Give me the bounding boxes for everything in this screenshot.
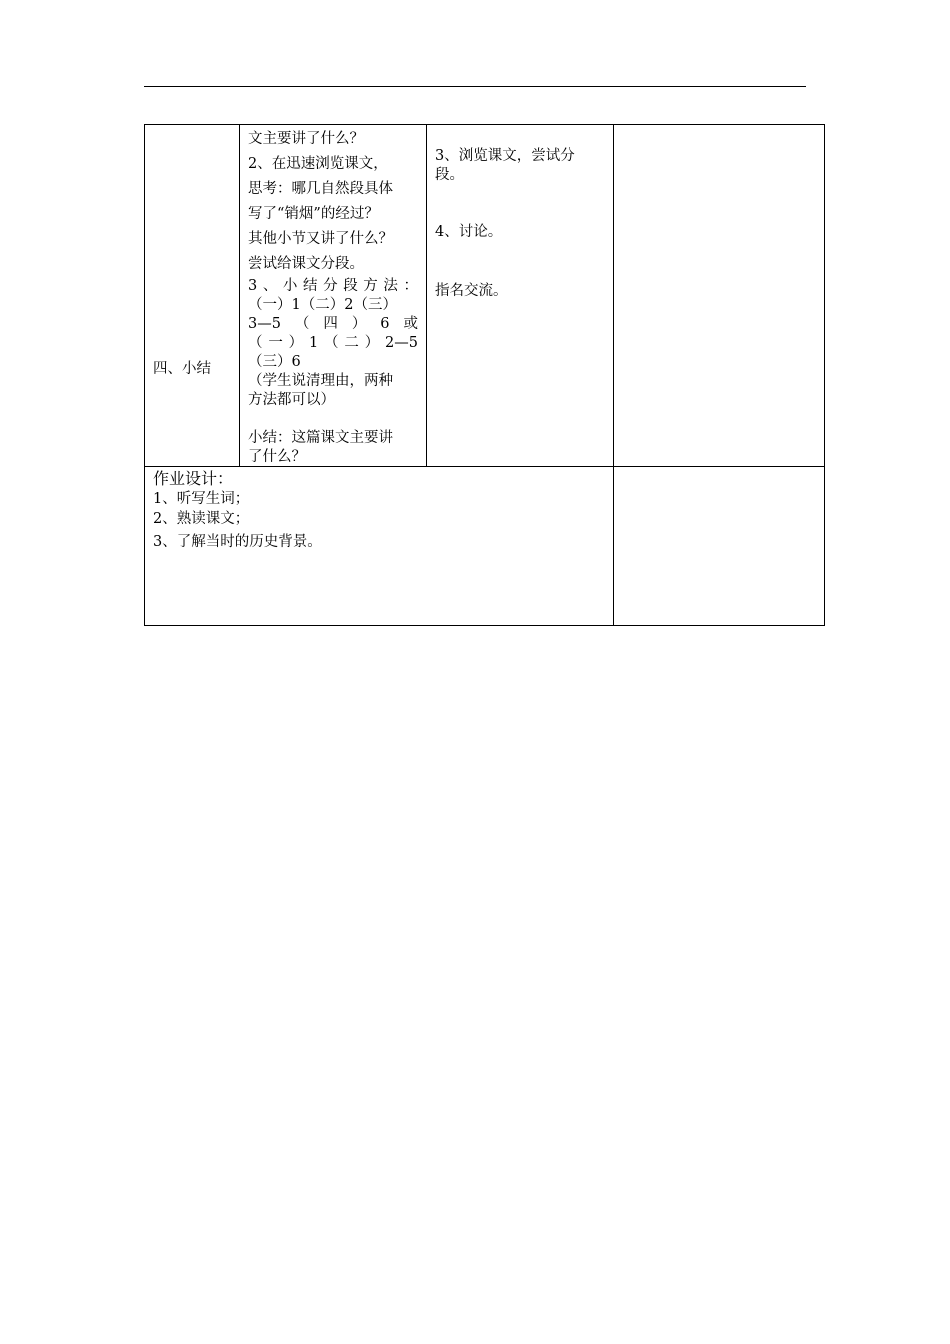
student-line: 段。 [435,167,464,183]
student-line: 4、讨论。 [435,224,503,240]
method-token: （ [248,335,263,351]
method-token: 法 [383,278,398,294]
teacher-note: 方法都可以） [248,392,335,408]
method-token: 、 [262,278,278,294]
method-token: 6 [380,316,390,332]
homework-item: 1、听写生词； [153,491,250,507]
teacher-line: 写了“销烟”的经过？ [248,206,379,222]
method-token: ） [364,335,380,351]
method-token: 2—5 [385,335,418,351]
teacher-line: 其他小节又讲了什么？ [248,231,393,247]
teacher-summary: 了什么？ [248,449,306,465]
homework-item: 3、了解当时的历史背景。 [153,534,322,550]
method-row: （一）1（二）2（三） [248,297,397,313]
method-token: 或 [403,316,418,332]
teacher-line: 思考：哪几自然段具体 [248,181,393,197]
teacher-summary: 小结：这篇课文主要讲 [248,430,393,446]
method-token: （ [294,316,310,332]
method-token: 3—5 [248,316,281,332]
method-token: （ [324,335,339,351]
method-token: 1 [308,335,319,351]
stage-label: 四、小结 [153,361,211,377]
teacher-activity-cell [239,124,427,467]
teacher-line: 2、在迅速浏览课文， [248,156,388,172]
method-token: ） [288,335,304,351]
method-token: 四 [323,316,338,332]
stage-cell [144,124,240,467]
method-row [248,336,418,351]
method-heading [248,279,418,294]
homework-notes-cell [613,466,825,626]
method-row: （三）6 [248,354,301,370]
method-token: 段 [343,278,358,294]
homework-item: 2、熟读课文； [153,511,250,527]
method-row [248,317,418,332]
teacher-note: （学生说清理由，两种 [248,373,393,389]
teacher-line: 文主要讲了什么？ [248,131,364,147]
method-token: 二 [344,335,359,351]
method-token: 一 [268,335,283,351]
method-token: 方 [363,278,378,294]
teacher-line: 尝试给课文分段。 [248,256,364,272]
homework-title: 作业设计： [153,469,234,488]
student-line: 3、浏览课文，尝试分 [435,148,575,164]
method-token: 3 [248,278,258,294]
method-token: 结 [303,278,318,294]
method-token: 分 [323,278,338,294]
method-token: ） [351,316,367,332]
header-rule [144,86,806,87]
student-line: 指名交流。 [435,283,508,299]
notes-cell [613,124,825,467]
method-token: ： [403,278,418,294]
method-token: 小 [282,278,298,294]
